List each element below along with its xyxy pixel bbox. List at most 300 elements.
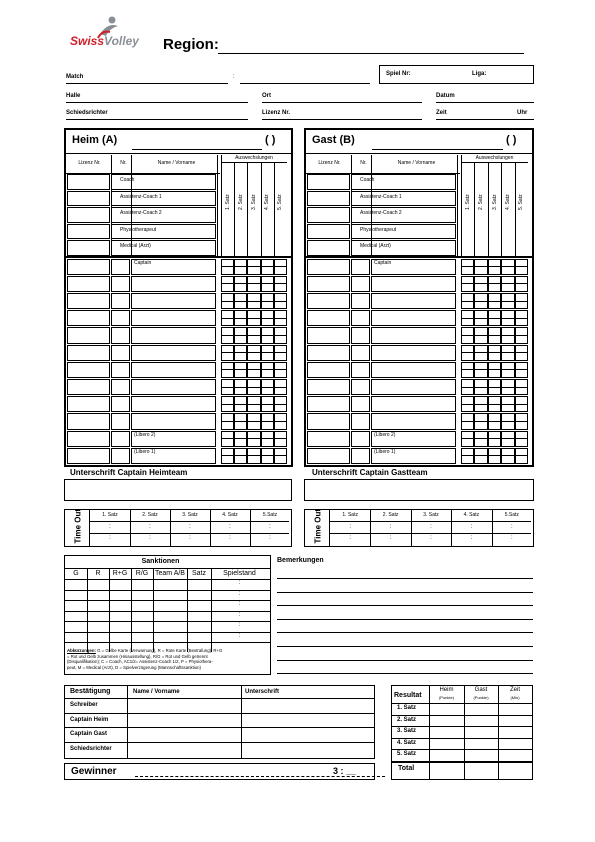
sub-cell[interactable] bbox=[221, 455, 234, 464]
sub-cell[interactable] bbox=[274, 352, 287, 361]
player-nr-cell[interactable] bbox=[351, 448, 370, 464]
resultat-col-header: Heim bbox=[439, 687, 454, 693]
schiedsrichter-line[interactable] bbox=[66, 119, 248, 120]
staff-lizenz-cell[interactable] bbox=[307, 191, 350, 207]
player-lizenz-cell[interactable] bbox=[307, 276, 350, 292]
sub-cell[interactable] bbox=[461, 283, 474, 292]
player-lizenz-cell[interactable] bbox=[67, 259, 110, 275]
sub-cell[interactable] bbox=[488, 352, 501, 361]
player-lizenz-cell[interactable] bbox=[307, 396, 350, 412]
sub-cell[interactable] bbox=[274, 318, 287, 327]
sub-cell[interactable] bbox=[474, 335, 487, 344]
player-nr-cell[interactable] bbox=[351, 276, 370, 292]
sub-cell[interactable] bbox=[274, 455, 287, 464]
sub-cell[interactable] bbox=[221, 283, 234, 292]
liga-label: Liga: bbox=[472, 71, 487, 77]
sanktionen-title: Sanktionen bbox=[141, 558, 180, 565]
sub-cell[interactable] bbox=[461, 301, 474, 310]
sub-cell[interactable] bbox=[461, 387, 474, 396]
sub-cell[interactable] bbox=[247, 455, 260, 464]
sub-cell[interactable] bbox=[261, 301, 274, 310]
match-line-home[interactable] bbox=[66, 83, 228, 84]
player-nr-cell[interactable] bbox=[111, 276, 130, 292]
sub-cell[interactable] bbox=[274, 369, 287, 378]
sub-cell[interactable] bbox=[461, 318, 474, 327]
resultat-input-cell[interactable] bbox=[499, 716, 531, 726]
player-lizenz-cell[interactable] bbox=[307, 259, 350, 275]
sub-cell[interactable] bbox=[247, 335, 260, 344]
resultat-input-cell[interactable] bbox=[499, 727, 531, 737]
timeout-satz-header: 3. Satz bbox=[182, 512, 198, 518]
sub-cell[interactable] bbox=[501, 335, 514, 344]
sub-cell[interactable] bbox=[234, 404, 247, 413]
staff-lizenz-cell[interactable] bbox=[67, 191, 110, 207]
sub-cell[interactable] bbox=[247, 369, 260, 378]
sub-cell[interactable] bbox=[488, 421, 501, 430]
sub-cell[interactable] bbox=[261, 404, 274, 413]
sub-cell[interactable] bbox=[274, 404, 287, 413]
bemerkungen-line[interactable] bbox=[277, 660, 533, 661]
resultat-input-cell[interactable] bbox=[430, 716, 463, 726]
bestaetigung-signature-field[interactable] bbox=[242, 742, 372, 756]
player-name-cell[interactable] bbox=[371, 293, 456, 309]
player-lizenz-cell[interactable] bbox=[307, 379, 350, 395]
staff-lizenz-cell[interactable] bbox=[67, 224, 110, 240]
col-name-header: Name / Vorname bbox=[157, 160, 196, 166]
sub-cell[interactable] bbox=[488, 335, 501, 344]
player-name-cell[interactable] bbox=[371, 345, 456, 361]
sub-cell[interactable] bbox=[515, 369, 528, 378]
resultat-input-cell[interactable] bbox=[430, 750, 463, 760]
timeout-colon: : bbox=[510, 535, 513, 541]
timeout-colon: : bbox=[109, 524, 111, 530]
player-name-cell[interactable] bbox=[131, 413, 216, 429]
team-title: Gast (B) bbox=[312, 134, 355, 146]
sub-cell[interactable] bbox=[515, 421, 528, 430]
sub-cell[interactable] bbox=[488, 301, 501, 310]
sub-cell[interactable] bbox=[515, 438, 528, 447]
sub-cell[interactable] bbox=[474, 301, 487, 310]
player-role-label: (Libero 1) bbox=[134, 448, 156, 455]
col-nr-header: Nr. bbox=[120, 160, 127, 166]
sub-cell[interactable] bbox=[221, 301, 234, 310]
staff-lizenz-cell[interactable] bbox=[307, 207, 350, 223]
bemerkungen-line[interactable] bbox=[277, 592, 533, 593]
player-lizenz-cell[interactable] bbox=[67, 431, 110, 447]
resultat-total-cell[interactable] bbox=[499, 763, 531, 775]
sub-cell[interactable] bbox=[501, 301, 514, 310]
bestaetigung-signature-field[interactable] bbox=[242, 698, 372, 712]
bemerkungen-line[interactable] bbox=[277, 632, 533, 633]
sub-cell[interactable] bbox=[474, 438, 487, 447]
sub-cell[interactable] bbox=[488, 438, 501, 447]
sub-cell[interactable] bbox=[221, 404, 234, 413]
sub-cell[interactable] bbox=[461, 369, 474, 378]
sub-cell[interactable] bbox=[221, 387, 234, 396]
player-lizenz-cell[interactable] bbox=[307, 293, 350, 309]
staff-role-label: Assistenz-Coach 1 bbox=[120, 193, 162, 200]
timeout-colon: : bbox=[349, 524, 352, 530]
sub-cell[interactable] bbox=[234, 283, 247, 292]
player-lizenz-cell[interactable] bbox=[67, 293, 110, 309]
sub-cell[interactable] bbox=[247, 421, 260, 430]
resultat-input-cell[interactable] bbox=[465, 750, 497, 760]
sub-cell[interactable] bbox=[474, 283, 487, 292]
bemerkungen-line[interactable] bbox=[277, 673, 533, 674]
sub-cell[interactable] bbox=[234, 421, 247, 430]
player-nr-cell[interactable] bbox=[111, 259, 130, 275]
resultat-input-cell[interactable] bbox=[430, 704, 463, 714]
ort-line[interactable] bbox=[262, 102, 422, 103]
sanktionen-col-header: R/G bbox=[135, 570, 149, 577]
sub-cell[interactable] bbox=[501, 369, 514, 378]
sub-cell[interactable] bbox=[501, 421, 514, 430]
staff-lizenz-cell[interactable] bbox=[307, 224, 350, 240]
bestaetigung-name-field[interactable] bbox=[128, 713, 240, 727]
sub-cell[interactable] bbox=[515, 283, 528, 292]
sub-cell[interactable] bbox=[501, 438, 514, 447]
sub-cell[interactable] bbox=[474, 352, 487, 361]
spiel-nr-box[interactable] bbox=[379, 65, 534, 84]
bemerkungen-line[interactable] bbox=[277, 578, 533, 579]
player-nr-cell[interactable] bbox=[111, 379, 130, 395]
sub-cell[interactable] bbox=[261, 387, 274, 396]
sub-cell[interactable] bbox=[488, 369, 501, 378]
player-lizenz-cell[interactable] bbox=[67, 310, 110, 326]
ort-label: Ort bbox=[262, 93, 271, 99]
player-name-cell[interactable] bbox=[131, 362, 216, 378]
player-nr-cell[interactable] bbox=[351, 413, 370, 429]
sub-cell[interactable] bbox=[474, 455, 487, 464]
sub-cell[interactable] bbox=[501, 455, 514, 464]
sub-cell[interactable] bbox=[501, 387, 514, 396]
sub-cell[interactable] bbox=[247, 438, 260, 447]
timeout-colon: : bbox=[430, 524, 432, 530]
staff-end-line bbox=[66, 256, 291, 258]
player-nr-cell[interactable] bbox=[351, 345, 370, 361]
resultat-total-label: Total bbox=[398, 764, 415, 772]
satz-vertical-label: 3. Satz bbox=[251, 194, 257, 210]
staff-lizenz-cell[interactable] bbox=[67, 240, 110, 256]
sanktionen-col-header: R bbox=[95, 570, 101, 577]
datum-line[interactable] bbox=[436, 102, 534, 103]
player-nr-cell[interactable] bbox=[351, 431, 370, 447]
sub-cell[interactable] bbox=[234, 369, 247, 378]
timeout-satz-header: 2. Satz bbox=[382, 512, 399, 518]
bestaetigung-name-field[interactable] bbox=[128, 727, 240, 741]
player-nr-cell[interactable] bbox=[111, 310, 130, 326]
sub-cell[interactable] bbox=[261, 421, 274, 430]
sub-cell[interactable] bbox=[274, 387, 287, 396]
sub-cell[interactable] bbox=[221, 318, 234, 327]
timeout-row-line bbox=[89, 533, 289, 534]
gewinner-line bbox=[135, 776, 385, 777]
signature-gast-field[interactable] bbox=[304, 479, 534, 501]
player-nr-cell[interactable] bbox=[111, 413, 130, 429]
bemerkungen-line[interactable] bbox=[277, 646, 533, 647]
bestaetigung-name-field[interactable] bbox=[128, 698, 240, 712]
gewinner-box[interactable] bbox=[64, 763, 375, 780]
resultat-total-cell[interactable] bbox=[465, 763, 497, 775]
signature-heim-label: Unterschrift Captain Heimteam bbox=[70, 468, 188, 477]
timeout-header-line bbox=[329, 521, 531, 522]
staff-role-label: Medical (Arzt) bbox=[120, 243, 151, 249]
datum-label: Datum bbox=[436, 93, 455, 99]
player-name-cell[interactable] bbox=[371, 413, 456, 429]
sub-cell[interactable] bbox=[488, 404, 501, 413]
timeout-satz-header: 2. Satz bbox=[142, 512, 158, 518]
uhr-label: Uhr bbox=[517, 110, 528, 116]
player-lizenz-cell[interactable] bbox=[67, 327, 110, 343]
bemerkungen-lines[interactable] bbox=[277, 566, 533, 676]
player-lizenz-cell[interactable] bbox=[67, 448, 110, 464]
player-name-cell[interactable] bbox=[131, 327, 216, 343]
sub-cell[interactable] bbox=[474, 404, 487, 413]
resultat-total-cell[interactable] bbox=[430, 763, 463, 775]
sub-cell[interactable] bbox=[221, 266, 234, 275]
player-nr-cell[interactable] bbox=[351, 362, 370, 378]
zeit-line[interactable] bbox=[436, 119, 534, 120]
sub-cell[interactable] bbox=[221, 438, 234, 447]
player-name-cell[interactable] bbox=[371, 362, 456, 378]
legend-head: Abkürzungen: bbox=[67, 648, 96, 653]
resultat-input-cell[interactable] bbox=[465, 739, 497, 749]
sub-cell[interactable] bbox=[274, 283, 287, 292]
sub-cell[interactable] bbox=[461, 352, 474, 361]
player-name-cell[interactable] bbox=[371, 310, 456, 326]
player-nr-cell[interactable] bbox=[111, 345, 130, 361]
player-lizenz-cell[interactable] bbox=[307, 448, 350, 464]
player-name-cell[interactable] bbox=[131, 345, 216, 361]
sub-cell[interactable] bbox=[247, 404, 260, 413]
player-lizenz-cell[interactable] bbox=[307, 327, 350, 343]
player-nr-cell[interactable] bbox=[111, 293, 130, 309]
sub-cell[interactable] bbox=[515, 387, 528, 396]
player-nr-cell[interactable] bbox=[351, 259, 370, 275]
bestaetigung-signature-field[interactable] bbox=[242, 713, 372, 727]
sub-cell[interactable] bbox=[247, 318, 260, 327]
player-name-cell[interactable] bbox=[131, 379, 216, 395]
sub-cell[interactable] bbox=[221, 369, 234, 378]
sub-cell[interactable] bbox=[261, 335, 274, 344]
col-divider bbox=[461, 155, 462, 256]
sub-cell[interactable] bbox=[474, 387, 487, 396]
player-nr-cell[interactable] bbox=[351, 310, 370, 326]
player-lizenz-cell[interactable] bbox=[67, 413, 110, 429]
sub-cell[interactable] bbox=[515, 266, 528, 275]
sub-cell[interactable] bbox=[461, 455, 474, 464]
player-role-label: (Libero 2) bbox=[134, 431, 156, 438]
sub-cell[interactable] bbox=[515, 301, 528, 310]
player-name-cell[interactable] bbox=[371, 276, 456, 292]
sub-cell[interactable] bbox=[488, 387, 501, 396]
signature-heim-field[interactable] bbox=[64, 479, 292, 501]
sub-cell[interactable] bbox=[261, 352, 274, 361]
sub-cell[interactable] bbox=[234, 318, 247, 327]
player-nr-cell[interactable] bbox=[351, 396, 370, 412]
player-name-cell[interactable] bbox=[131, 276, 216, 292]
timeout-colon: : bbox=[470, 535, 473, 541]
resultat-input-cell[interactable] bbox=[430, 739, 463, 749]
halle-line[interactable] bbox=[66, 102, 248, 103]
player-lizenz-cell[interactable] bbox=[307, 362, 350, 378]
resultat-input-cell[interactable] bbox=[465, 704, 497, 714]
player-nr-cell[interactable] bbox=[111, 327, 130, 343]
sub-cell[interactable] bbox=[247, 301, 260, 310]
sub-cell[interactable] bbox=[515, 404, 528, 413]
bestaetigung-name-field[interactable] bbox=[128, 742, 240, 756]
satz-vertical-label: 1. Satz bbox=[224, 194, 231, 210]
sub-cell[interactable] bbox=[474, 318, 487, 327]
sub-cell[interactable] bbox=[261, 266, 274, 275]
sub-cell[interactable] bbox=[274, 421, 287, 430]
sub-cell[interactable] bbox=[234, 438, 247, 447]
resultat-col-sub: (Punkte) bbox=[438, 695, 455, 700]
sub-cell[interactable] bbox=[461, 404, 474, 413]
team-name-line[interactable] bbox=[132, 149, 262, 150]
sub-cell[interactable] bbox=[501, 352, 514, 361]
sub-cell[interactable] bbox=[261, 438, 274, 447]
player-nr-cell[interactable] bbox=[111, 448, 130, 464]
sub-cell[interactable] bbox=[274, 301, 287, 310]
player-lizenz-cell[interactable] bbox=[67, 396, 110, 412]
sanktionen-title-line bbox=[65, 568, 270, 569]
staff-lizenz-cell[interactable] bbox=[67, 207, 110, 223]
sub-cell[interactable] bbox=[274, 335, 287, 344]
player-lizenz-cell[interactable] bbox=[307, 345, 350, 361]
sub-cell[interactable] bbox=[261, 455, 274, 464]
player-name-cell[interactable] bbox=[131, 396, 216, 412]
resultat-row-label: 1. Satz bbox=[397, 705, 417, 711]
sub-cell[interactable] bbox=[488, 455, 501, 464]
resultat-col-sub: (Min) bbox=[510, 695, 520, 700]
staff-role-label: Assistenz-Coach 1 bbox=[360, 193, 402, 200]
sub-cell[interactable] bbox=[515, 318, 528, 327]
sub-cell[interactable] bbox=[488, 266, 501, 275]
resultat-input-cell[interactable] bbox=[465, 716, 497, 726]
player-lizenz-cell[interactable] bbox=[307, 431, 350, 447]
resultat-input-cell[interactable] bbox=[499, 750, 531, 760]
spielstand-colon: : bbox=[238, 580, 241, 586]
sub-cell[interactable] bbox=[234, 352, 247, 361]
sub-cell[interactable] bbox=[488, 318, 501, 327]
sub-cell[interactable] bbox=[247, 352, 260, 361]
bestaetigung-signature-field[interactable] bbox=[242, 727, 372, 741]
sub-cell[interactable] bbox=[474, 266, 487, 275]
region-label: Region: bbox=[163, 36, 219, 53]
sub-cell[interactable] bbox=[515, 335, 528, 344]
player-nr-cell[interactable] bbox=[111, 396, 130, 412]
team-jersey-paren: ( ) bbox=[265, 134, 276, 146]
resultat-input-cell[interactable] bbox=[430, 727, 463, 737]
sub-cell[interactable] bbox=[234, 455, 247, 464]
player-name-cell[interactable] bbox=[371, 396, 456, 412]
resultat-input-cell[interactable] bbox=[499, 739, 531, 749]
sub-cell[interactable] bbox=[488, 283, 501, 292]
sub-cell[interactable] bbox=[234, 335, 247, 344]
sub-cell[interactable] bbox=[221, 335, 234, 344]
player-name-cell[interactable] bbox=[131, 310, 216, 326]
timeout-colon: : bbox=[349, 535, 352, 541]
timeout-colon: : bbox=[149, 524, 151, 530]
logo-text: SwissVolley bbox=[70, 34, 139, 48]
sub-cell[interactable] bbox=[247, 387, 260, 396]
player-lizenz-cell[interactable] bbox=[67, 362, 110, 378]
sub-cell[interactable] bbox=[515, 455, 528, 464]
player-nr-cell[interactable] bbox=[351, 293, 370, 309]
sub-cell[interactable] bbox=[461, 421, 474, 430]
ausw-divider bbox=[221, 162, 287, 163]
lizenz-line[interactable] bbox=[262, 119, 422, 120]
sub-cell[interactable] bbox=[501, 404, 514, 413]
col-divider bbox=[221, 155, 222, 256]
sub-cell[interactable] bbox=[247, 283, 260, 292]
staff-lizenz-cell[interactable] bbox=[307, 174, 350, 190]
sub-cell[interactable] bbox=[461, 438, 474, 447]
team-title-divider bbox=[306, 153, 532, 154]
sub-cell[interactable] bbox=[501, 266, 514, 275]
staff-lizenz-cell[interactable] bbox=[307, 240, 350, 256]
sub-cell[interactable] bbox=[221, 352, 234, 361]
sub-cell[interactable] bbox=[274, 266, 287, 275]
sub-cell[interactable] bbox=[515, 352, 528, 361]
sub-cell[interactable] bbox=[234, 266, 247, 275]
sub-cell[interactable] bbox=[461, 266, 474, 275]
player-lizenz-cell[interactable] bbox=[67, 379, 110, 395]
legend-line: peut, M = Medical (Arzt), D = Spielverzögerung (Mannschaftssanktion) bbox=[67, 664, 201, 670]
satz-vertical-label: 2. Satz bbox=[478, 194, 485, 210]
player-nr-cell[interactable] bbox=[111, 431, 130, 447]
team-title-divider bbox=[66, 153, 291, 154]
player-name-cell[interactable] bbox=[371, 379, 456, 395]
sanktionen-table bbox=[64, 555, 271, 675]
swissvolley-logo bbox=[70, 14, 152, 54]
bemerkungen-line[interactable] bbox=[277, 605, 533, 606]
player-name-cell[interactable] bbox=[131, 293, 216, 309]
sub-cell[interactable] bbox=[274, 438, 287, 447]
player-lizenz-cell[interactable] bbox=[307, 310, 350, 326]
sub-cell[interactable] bbox=[261, 283, 274, 292]
sub-cell[interactable] bbox=[474, 369, 487, 378]
sub-cell[interactable] bbox=[247, 266, 260, 275]
sub-cell[interactable] bbox=[261, 369, 274, 378]
player-lizenz-cell[interactable] bbox=[67, 345, 110, 361]
sub-cell[interactable] bbox=[234, 387, 247, 396]
staff-lizenz-cell[interactable] bbox=[67, 174, 110, 190]
sub-cell[interactable] bbox=[221, 421, 234, 430]
sub-cell[interactable] bbox=[261, 318, 274, 327]
satz-vertical-label: 1. Satz bbox=[464, 194, 471, 210]
bemerkungen-line[interactable] bbox=[277, 619, 533, 620]
player-nr-cell[interactable] bbox=[351, 379, 370, 395]
player-lizenz-cell[interactable] bbox=[307, 413, 350, 429]
team-name-line[interactable] bbox=[372, 149, 503, 150]
sub-cell[interactable] bbox=[461, 335, 474, 344]
sub-cell[interactable] bbox=[501, 283, 514, 292]
player-name-cell[interactable] bbox=[371, 327, 456, 343]
sub-cell[interactable] bbox=[501, 318, 514, 327]
timeout-gast bbox=[304, 509, 534, 547]
resultat-input-cell[interactable] bbox=[499, 704, 531, 714]
satz-divider bbox=[488, 162, 489, 256]
sub-cell[interactable] bbox=[234, 301, 247, 310]
match-line-guest[interactable] bbox=[240, 83, 370, 84]
sub-cell[interactable] bbox=[474, 421, 487, 430]
player-nr-cell[interactable] bbox=[351, 327, 370, 343]
player-nr-cell[interactable] bbox=[111, 362, 130, 378]
player-lizenz-cell[interactable] bbox=[67, 276, 110, 292]
resultat-input-cell[interactable] bbox=[465, 727, 497, 737]
